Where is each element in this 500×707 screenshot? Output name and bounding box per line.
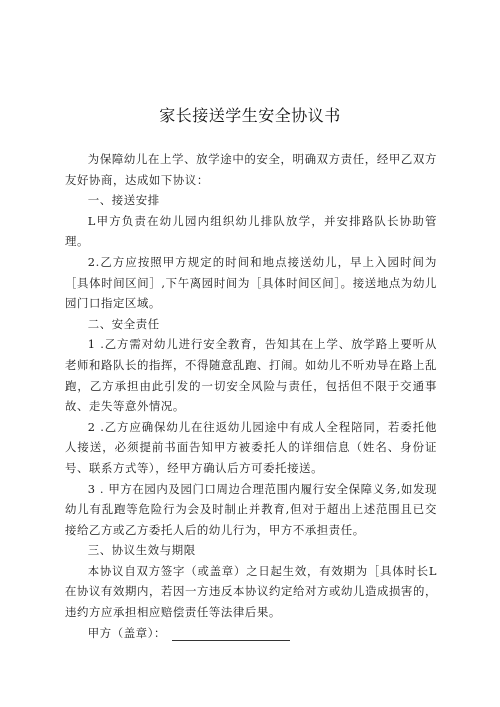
intro-paragraph: 为保障幼儿在上学、放学途中的安全，明确双方责任，经甲乙双方友好协商，达成如下协议：	[65, 152, 437, 187]
signature-row	[65, 623, 437, 644]
section-1-item-1: L甲方负责在幼儿园内组织幼儿排队放学，并安排路队长协助管理。	[65, 213, 437, 249]
document-body	[65, 149, 437, 643]
section-2-item-3: 3 . 甲方在园内及园门口周边合理范围内履行安全保障义务,如发现幼儿有乱跑等危险行为会及时制止并教育,但对于超出上述范围且已交接给乙方或乙方委托人后的幼儿行为，甲方不承担责任。	[65, 481, 437, 537]
signature-label: 甲方（盖章）：	[87, 625, 167, 640]
section-1-heading: 一、接送安排	[87, 193, 160, 208]
signature-line[interactable]	[172, 626, 290, 641]
section-2-heading: 二、安全责任	[87, 316, 160, 331]
section-1-item-2: 2.乙方应按照甲方规定的时间和地点接送幼儿，早上入园时间为［具体时间区间］,下午离园时间为［具体时间区间］。接送地点为幼儿园门口指定区域。	[65, 254, 437, 311]
section-3-heading: 三、协议生效与期限	[87, 543, 196, 558]
section-2-item-1: 1 .乙方需对幼儿进行安全教育，告知其在上学、放学路上要听从老师和路队长的指挥，不得随意乱跑、打闹。如幼儿不听劝导在路上乱跑，乙方承担由此引发的一切安全风险与责任，包括但不限于交通事故、走失等意外情况。	[65, 337, 437, 414]
section-2-item-2: 2 .乙方应确保幼儿在往返幼儿园途中有成人全程陪同，若委托他人接送，必须提前书面告知甲方被委托人的详细信息（姓名、身份证号、联系方式等），经甲方确认后方可委托接送。	[65, 419, 437, 475]
document-title: 家长接送学生安全协议书	[159, 106, 341, 125]
section-3-text: 本协议自双方签字（或盖章）之日起生效，有效期为［具体时长L在协议有效期内，若因一方违反本协议约定给对方或幼儿造成损害的，违约方应承担相应赔偿责任等法律后果。	[65, 563, 437, 620]
